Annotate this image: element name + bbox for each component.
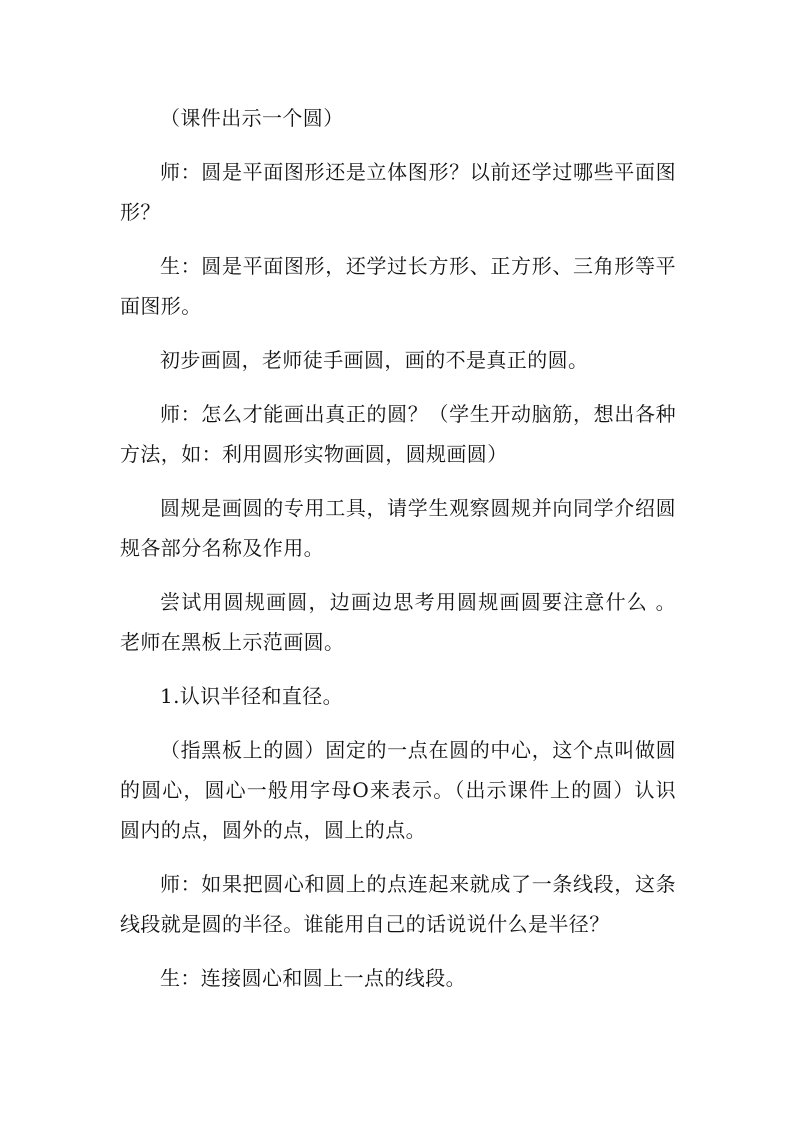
paragraph-courseware-note: （课件出示一个圆） [160,106,344,130]
paragraph-teacher-question-shape: 师：圆是平面图形还是立体图形？以前还学过哪些平面图形？ [120,160,676,224]
paragraph-section-heading: 1.认识半径和直径。 [160,684,344,708]
paragraph-student-radius-answer: 生：连接圆心和圆上一点的线段。 [160,966,466,990]
paragraph-try-compass: 尝试用圆规画圆，边画边思考用圆规画圆要注意什么 。老师在黑板上示范画圆。 [120,590,676,654]
paragraph-center-definition: （指黑板上的圆）固定的一点在圆的中心，这个点叫做圆的圆心，圆心一般用字母O来表示。（出示课件上的圆）认识圆内的点，圆外的点，圆上的点。 [120,738,676,842]
paragraph-radius-question: 师：如果把圆心和圆上的点连起来就成了一条线段，这条线段就是圆的半径。谁能用自己的话说说什么是半径？ [120,872,676,936]
document-body [120,98,676,1012]
paragraph-freehand-circle: 初步画圆，老师徒手画圆，画的不是真正的圆。 [160,348,589,372]
paragraph-teacher-question-draw: 师：怎么才能画出真正的圆？（学生开动脑筋，想出各种方法，如：利用圆形实物画圆，圆规画圆） [120,402,676,466]
paragraph-compass-intro: 圆规是画圆的专用工具，请学生观察圆规并向同学介绍圆规各部分名称及作用。 [120,496,676,560]
paragraph-student-answer-shape: 生：圆是平面图形，还学过长方形、正方形、三角形等平面图形。 [120,254,676,318]
